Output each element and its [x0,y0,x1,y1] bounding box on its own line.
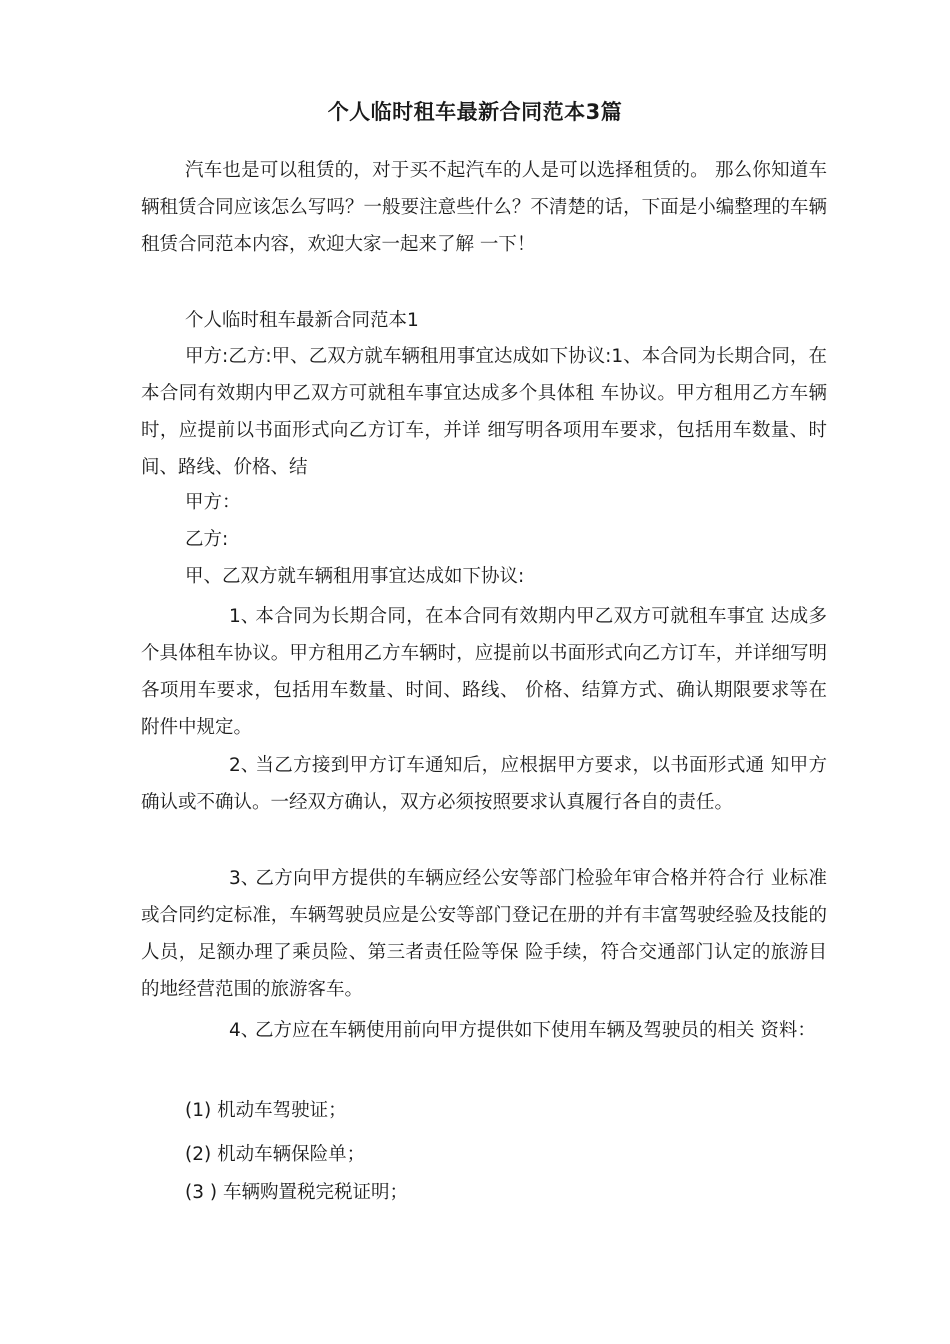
clause-text: 本合同为长期合同，在本合同有效期内甲乙双方可就租车事宜 达成多个具体租车协议。甲方租用乙方车辆时，应提前以书面形式向乙方订车，并详细写明各项用车要求，包括用车数量、时间、路线、 价格、结算方式、确认期限要求等在附件中规定。 [141,606,827,738]
agreement-intro: 甲、乙双方就车辆租用事宜达成如下协议: [185,566,525,587]
section-heading: 个人临时租车最新合同范本1 [185,310,419,331]
material-item: (3 ) 车辆购置税完税证明； [185,1182,408,1203]
intro-paragraph: 汽车也是可以租赁的，对于买不起汽车的人是可以选择租赁的。 那么你知道车辆租赁合同应该怎么写吗？一般要注意些什么？不清楚的话，下面是小编整理的车辆租赁合同范本内容，欢迎大家一起来了解 一下！ [141,160,827,255]
party-b-label: 乙方: [185,529,229,550]
clause-number: 4、 [229,1020,260,1041]
clause-text: 乙方应在车辆使用前向甲方提供如下使用车辆及驾驶员的相关 资料： [255,1020,816,1041]
clause-text: 乙方向甲方提供的车辆应经公安等部门检验年审合格并符合行 业标准或合同约定标准，车辆驾驶员应是公安等部门登记在册的并有丰富驾驶经验及技能的人员，足额办理了乘员险、第三者责任险等保 险手续，符合交通部门认定的旅游目的地经营范围的旅游客车。 [141,868,827,1000]
document-title: 个人临时租车最新合同范本3篇 [327,100,623,124]
clause-number: 3、 [229,868,260,889]
summary-paragraph: 甲方:乙方:甲、乙双方就车辆租用事宜达成如下协议:1、本合同为长期合同，在本合同有效期内甲乙双方可就租车事宜达成多个具体租 车协议。甲方租用乙方车辆时，应提前以书面形式向乙方订车，并详 细写明各项用车要求，包括用车数量、时间、路线、价格、结 [141,346,827,478]
clause-text: 当乙方接到甲方订车通知后，应根据甲方要求，以书面形式通 知甲方确认或不确认。一经双方确认，双方必须按照要求认真履行各自的责任。 [141,755,827,813]
clause-2 [141,747,827,821]
clause-1 [141,598,827,746]
material-item: (2) 机动车辆保险单； [185,1144,366,1165]
clause-3 [141,860,827,1008]
clause-number: 2、 [229,755,260,776]
clause-4 [141,1012,827,1049]
material-item: (1) 机动车驾驶证； [185,1100,347,1121]
clause-number: 1、 [229,606,260,627]
party-a-label: 甲方： [185,492,241,513]
